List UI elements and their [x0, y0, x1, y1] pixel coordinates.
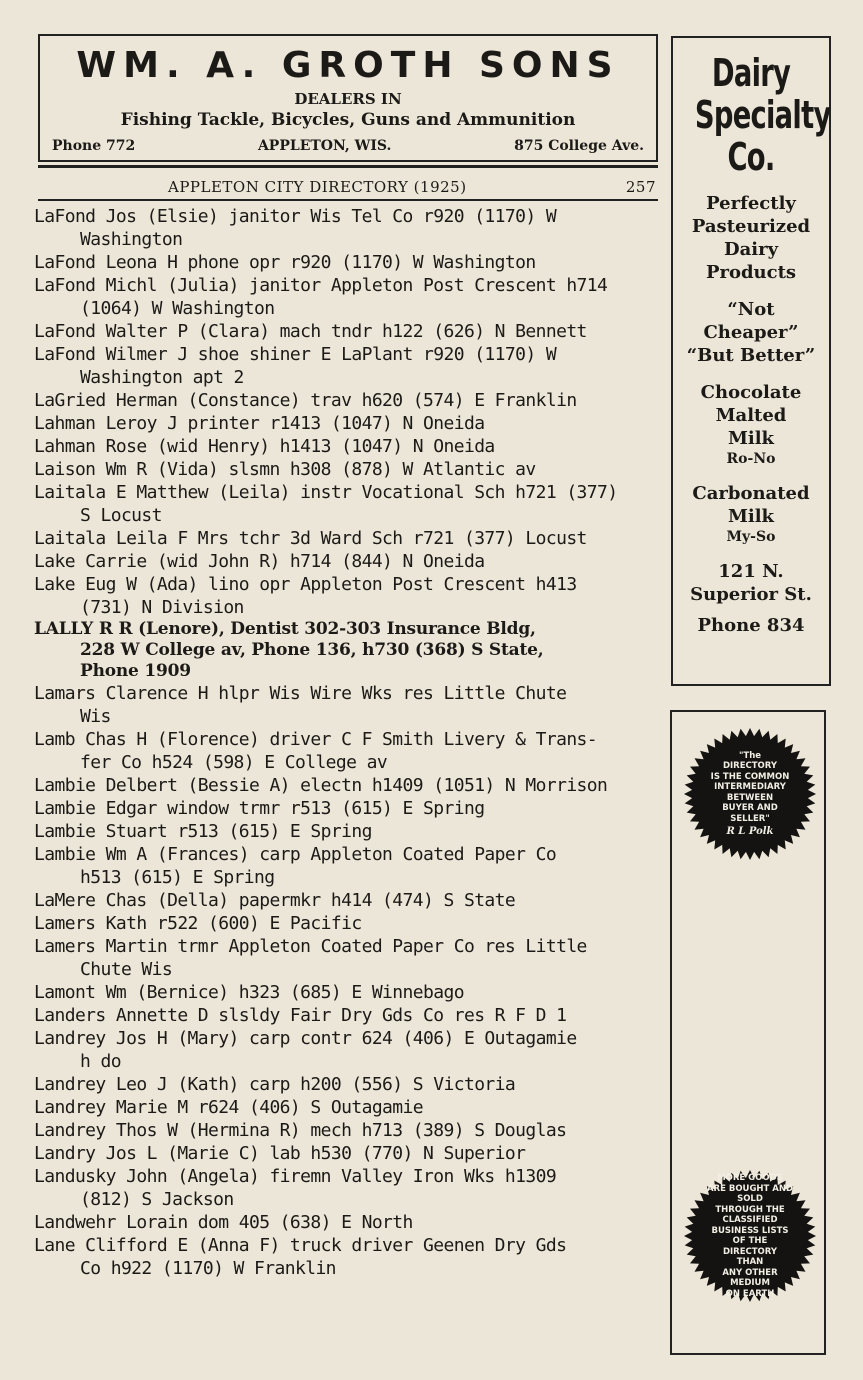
- entry-continuation: Phone 1909: [80, 661, 191, 681]
- entry-line: Landrey Thos W (Hermina R) mech h713 (389) S Douglas: [34, 1120, 567, 1141]
- dairy-address-2: Superior St.: [690, 584, 812, 605]
- directory-entry: [34, 251, 659, 274]
- entry-line: Lane Clifford E (Anna F) truck driver Geenen Dry Gds: [34, 1235, 567, 1256]
- directory-listing: [34, 205, 659, 1280]
- entry-line: LaFond Wilmer J shoe shiner E LaPlant r920 (1170) W: [34, 344, 557, 365]
- directory-entry: [34, 412, 659, 435]
- directory-seal-bottom: [682, 1168, 818, 1304]
- entry-continuation: Co h922 (1170) W Franklin: [80, 1258, 336, 1279]
- entry-line: Lahman Rose (wid Henry) h1413 (1047) N Oneida: [34, 436, 495, 457]
- directory-entry: [34, 1027, 659, 1073]
- directory-entry: [34, 682, 659, 728]
- entry-line: LaFond Jos (Elsie) janitor Wis Tel Co r920 (1170) W: [34, 206, 557, 227]
- entry-line: LaMere Chas (Della) papermkr h414 (474) S State: [34, 890, 516, 911]
- entry-line: Lamb Chas H (Florence) driver C F Smith Livery & Trans-: [34, 729, 598, 750]
- entry-continuation: S Locust: [80, 505, 162, 526]
- dairy-product-chocolate-3: Milk: [727, 428, 775, 449]
- dairy-tagline-2: Pasteurized: [691, 216, 811, 237]
- seal-text-line: "The: [738, 750, 762, 761]
- dairy-slogan-1: “Not: [727, 299, 775, 320]
- directory-entry: [34, 458, 659, 481]
- advertiser-name: WM. A. GROTH SONS: [76, 45, 620, 86]
- directory-promo-box: [670, 710, 826, 1355]
- directory-entry: [34, 774, 659, 797]
- dairy-tagline-3: Dairy: [723, 239, 779, 260]
- entry-line: Lambie Delbert (Bessie A) electn h1409 (1051) N Morrison: [34, 775, 608, 796]
- ad-phone: Phone 772: [52, 138, 136, 154]
- entry-line: Lake Carrie (wid John R) h714 (844) N Oneida: [34, 551, 485, 572]
- entry-continuation: (1064) W Washington: [80, 298, 275, 319]
- dairy-name-line-1: Dairy: [711, 51, 791, 95]
- seal-text-line: DIRECTORY: [722, 1246, 778, 1257]
- directory-entry: [34, 1073, 659, 1096]
- seal-text-line: THAN: [736, 1257, 764, 1267]
- entry-line: Landrey Leo J (Kath) carp h200 (556) S Victoria: [34, 1074, 516, 1095]
- entry-line: Landrey Marie M r624 (406) S Outagamie: [34, 1097, 424, 1118]
- seal-text-line: INTERMEDIARY: [714, 782, 786, 792]
- directory-entry: [34, 1165, 659, 1211]
- entry-line: Landry Jos L (Marie C) lab h530 (770) N Superior: [34, 1143, 526, 1164]
- entry-continuation: 228 W College av, Phone 136, h730 (368) S State,: [80, 640, 544, 660]
- entry-line: Lamars Clarence H hlpr Wis Wire Wks res Little Chute: [34, 683, 567, 704]
- directory-entry: [34, 619, 659, 682]
- directory-entry: [34, 1096, 659, 1119]
- dairy-product-chocolate-2: Malted: [715, 405, 787, 426]
- directory-entry: [34, 389, 659, 412]
- entry-line: Landers Annette D slsldy Fair Dry Gds Co res R F D 1: [34, 1005, 567, 1026]
- directory-entry: [34, 843, 659, 889]
- seal-bottom-text: [702, 1173, 798, 1299]
- seal-text-line: IS THE COMMON: [710, 771, 790, 782]
- entry-line: LaFond Leona H phone opr r920 (1170) W Washington: [34, 252, 536, 273]
- running-header: [38, 165, 658, 201]
- dairy-slogan-2: Cheaper”: [703, 322, 799, 343]
- ad-contact-row: [52, 138, 644, 154]
- entry-line: Lambie Wm A (Frances) carp Appleton Coated Paper Co: [34, 844, 557, 865]
- entry-line: Laison Wm R (Vida) slsmn h308 (878) W Atlantic av: [34, 459, 536, 480]
- directory-title: APPLETON CITY DIRECTORY (1925): [168, 178, 467, 196]
- seal-text-line: DIRECTORY: [722, 761, 778, 771]
- entry-line: Lake Eug W (Ada) lino opr Appleton Post Crescent h413: [34, 574, 577, 595]
- seal-signature: R L Polk: [726, 826, 774, 837]
- seal-text-line: ARE BOUGHT AND SOLD: [706, 1183, 794, 1204]
- directory-entry: [34, 573, 659, 619]
- directory-entry: [34, 435, 659, 458]
- ad-dealers-label: DEALERS IN: [294, 90, 402, 108]
- directory-entry: [34, 797, 659, 820]
- ad-address: 875 College Ave.: [514, 138, 644, 154]
- entry-line: Lamers Kath r522 (600) E Pacific: [34, 913, 362, 934]
- entry-line: LaFond Walter P (Clara) mach tndr h122 (626) N Bennett: [34, 321, 587, 342]
- directory-entry: [34, 820, 659, 843]
- entry-line: Lamers Martin trmr Appleton Coated Paper Co res Little: [34, 936, 587, 957]
- dairy-product-carbonated-2: Milk: [727, 506, 775, 527]
- directory-entry: [34, 981, 659, 1004]
- page-number: 257: [625, 178, 656, 196]
- directory-entry: [34, 205, 659, 251]
- directory-entry: [34, 1142, 659, 1165]
- seal-text-line: THROUGH THE: [715, 1204, 785, 1215]
- directory-entry: [34, 889, 659, 912]
- entry-continuation: Chute Wis: [80, 959, 173, 980]
- directory-entry: [34, 550, 659, 573]
- dairy-slogan-3: “But Better”: [686, 345, 816, 366]
- entry-continuation: h513 (615) E Spring: [80, 867, 275, 888]
- dairy-tagline-1: Perfectly: [706, 193, 796, 214]
- directory-entry: [34, 343, 659, 389]
- entry-line: Laitala Leila F Mrs tchr 3d Ward Sch r721 (377) Locust: [34, 528, 587, 549]
- directory-entry: [34, 1211, 659, 1234]
- entry-line: Lamont Wm (Bernice) h323 (685) E Winnebago: [34, 982, 464, 1003]
- directory-seal-top: [682, 726, 818, 862]
- entry-continuation: h do: [80, 1051, 121, 1072]
- directory-entry: [34, 320, 659, 343]
- entry-continuation: (812) S Jackson: [80, 1189, 234, 1210]
- seal-text-line: BETWEEN: [726, 792, 774, 803]
- dairy-name-line-2: Specialty: [694, 93, 831, 137]
- entry-line: Lambie Stuart r513 (615) E Spring: [34, 821, 372, 842]
- dairy-address-1: 121 N.: [718, 561, 784, 582]
- directory-entry: [34, 481, 659, 527]
- dairy-advertisement: [671, 36, 831, 686]
- seal-text-line: MORE GOODS: [717, 1173, 783, 1183]
- directory-entry: [34, 274, 659, 320]
- dairy-name-line-3: Co.: [727, 135, 775, 179]
- dairy-phone: Phone 834: [697, 615, 805, 636]
- dairy-product-brand-myso: My-So: [726, 529, 776, 545]
- entry-line: LaFond Michl (Julia) janitor Appleton Post Crescent h714: [34, 275, 608, 296]
- seal-top-text: [702, 751, 798, 838]
- directory-entry: [34, 1234, 659, 1280]
- directory-entry: [34, 527, 659, 550]
- seal-text-line: BUYER AND SELLER": [722, 803, 778, 824]
- directory-entry: [34, 728, 659, 774]
- entry-continuation: (731) N Division: [80, 597, 244, 618]
- seal-text-line: OF THE: [732, 1236, 768, 1246]
- dairy-product-chocolate-1: Chocolate: [700, 382, 802, 403]
- ad-city: APPLETON, WIS.: [257, 138, 392, 154]
- ad-goods: Fishing Tackle, Bicycles, Guns and Ammunition: [120, 110, 576, 130]
- entry-line: Landrey Jos H (Mary) carp contr 624 (406) E Outagamie: [34, 1028, 577, 1049]
- entry-line: Landwehr Lorain dom 405 (638) E North: [34, 1212, 413, 1233]
- entry-line: Landusky John (Angela) firemn Valley Iron Wks h1309: [34, 1166, 557, 1187]
- entry-line: Lambie Edgar window trmr r513 (615) E Spring: [34, 798, 485, 819]
- entry-continuation: Washington apt 2: [80, 367, 244, 388]
- directory-entry: [34, 1004, 659, 1027]
- seal-text-line: CLASSIFIED BUSINESS LISTS: [711, 1215, 789, 1236]
- directory-entry: [34, 1119, 659, 1142]
- dairy-tagline-4: Products: [705, 262, 797, 283]
- entry-continuation: Wis: [80, 706, 111, 727]
- seal-text-line: ANY OTHER MEDIUM: [722, 1267, 778, 1288]
- entry-continuation: fer Co h524 (598) E College av: [80, 752, 388, 773]
- entry-line: LALLY R R (Lenore), Dentist 302-303 Insurance Bldg,: [34, 619, 536, 639]
- header-advertisement: [38, 34, 658, 162]
- entry-line: Laitala E Matthew (Leila) instr Vocational Sch h721 (377): [34, 482, 618, 503]
- entry-line: LaGried Herman (Constance) trav h620 (574) E Franklin: [34, 390, 577, 411]
- entry-continuation: Washington: [80, 229, 183, 250]
- directory-entry: [34, 935, 659, 981]
- dairy-product-carbonated-1: Carbonated: [692, 483, 810, 504]
- directory-entry: [34, 912, 659, 935]
- entry-line: Lahman Leroy J printer r1413 (1047) N Oneida: [34, 413, 485, 434]
- dairy-product-brand-rono: Ro-No: [726, 451, 776, 467]
- seal-text-line: ON EARTH: [725, 1288, 775, 1299]
